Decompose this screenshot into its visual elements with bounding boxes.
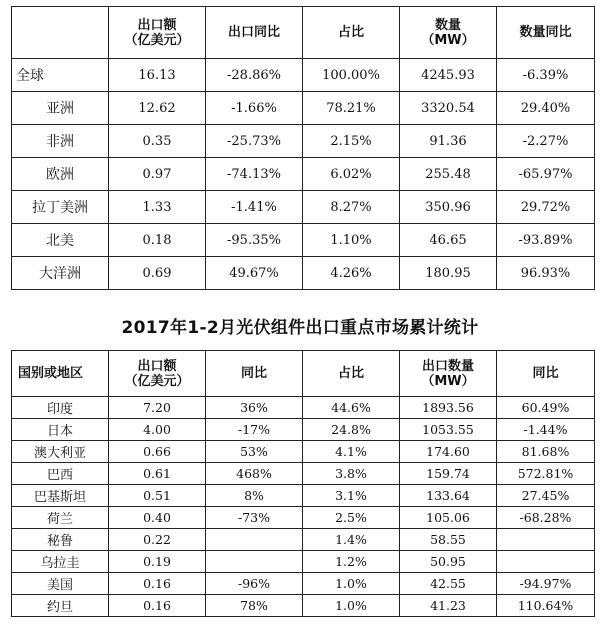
data-cell: 60.49% bbox=[497, 397, 595, 419]
header-quantity: 数量 （MW） bbox=[400, 7, 497, 59]
data-cell: 29.40% bbox=[497, 92, 595, 125]
table-row bbox=[12, 595, 595, 617]
data-cell: 4245.93 bbox=[400, 59, 497, 92]
data-cell: 100.00% bbox=[303, 59, 400, 92]
data-cell: 16.13 bbox=[109, 59, 206, 92]
data-cell: 0.19 bbox=[109, 551, 206, 573]
data-cell: -96% bbox=[206, 573, 303, 595]
data-cell: -68.28% bbox=[497, 507, 595, 529]
row-label-cell: 澳大利亚 bbox=[12, 441, 109, 463]
data-cell: 105.06 bbox=[400, 507, 497, 529]
data-cell: -1.66% bbox=[206, 92, 303, 125]
data-cell: 1893.56 bbox=[400, 397, 497, 419]
data-cell: -17% bbox=[206, 419, 303, 441]
data-cell bbox=[206, 551, 303, 573]
header-quantity-yoy: 数量同比 bbox=[497, 7, 595, 59]
data-cell: 8.27% bbox=[303, 191, 400, 224]
header-region bbox=[12, 7, 109, 59]
data-cell: 4.00 bbox=[109, 419, 206, 441]
data-cell: 0.66 bbox=[109, 441, 206, 463]
table-row bbox=[12, 397, 595, 419]
data-cell: -25.73% bbox=[206, 125, 303, 158]
table-row bbox=[12, 59, 595, 92]
data-cell: 3.8% bbox=[303, 463, 400, 485]
header-country: 国别或地区 bbox=[12, 351, 109, 397]
data-cell: 159.74 bbox=[400, 463, 497, 485]
data-cell: 41.23 bbox=[400, 595, 497, 617]
table-row bbox=[12, 191, 595, 224]
row-label-cell: 亚洲 bbox=[12, 92, 109, 125]
header-quantity-yoy: 同比 bbox=[497, 351, 595, 397]
data-cell: -65.97% bbox=[497, 158, 595, 191]
row-label-cell: 北美 bbox=[12, 224, 109, 257]
table-row bbox=[12, 419, 595, 441]
data-cell: 24.8% bbox=[303, 419, 400, 441]
data-cell: 91.36 bbox=[400, 125, 497, 158]
data-cell: 468% bbox=[206, 463, 303, 485]
row-label-cell: 巴基斯坦 bbox=[12, 485, 109, 507]
data-cell: 1.2% bbox=[303, 551, 400, 573]
header-value-yoy: 同比 bbox=[206, 351, 303, 397]
row-label-cell: 印度 bbox=[12, 397, 109, 419]
data-cell: -1.41% bbox=[206, 191, 303, 224]
data-cell: 0.16 bbox=[109, 595, 206, 617]
row-label-cell: 大洋洲 bbox=[12, 257, 109, 290]
row-label-cell: 全球 bbox=[12, 59, 109, 92]
data-cell: 255.48 bbox=[400, 158, 497, 191]
data-cell: 133.64 bbox=[400, 485, 497, 507]
table-row bbox=[12, 224, 595, 257]
export-by-region-table bbox=[11, 6, 595, 290]
data-cell bbox=[497, 529, 595, 551]
data-cell: 29.72% bbox=[497, 191, 595, 224]
data-cell: 4.1% bbox=[303, 441, 400, 463]
data-cell: -73% bbox=[206, 507, 303, 529]
data-cell: 0.40 bbox=[109, 507, 206, 529]
data-cell: 572.81% bbox=[497, 463, 595, 485]
header-export-yoy: 出口同比 bbox=[206, 7, 303, 59]
data-cell bbox=[497, 551, 595, 573]
data-cell: 1053.55 bbox=[400, 419, 497, 441]
table-row bbox=[12, 529, 595, 551]
data-cell: 6.02% bbox=[303, 158, 400, 191]
data-cell: 3320.54 bbox=[400, 92, 497, 125]
data-cell: 0.16 bbox=[109, 573, 206, 595]
data-cell: 81.68% bbox=[497, 441, 595, 463]
table-row bbox=[12, 257, 595, 290]
data-cell: 0.97 bbox=[109, 158, 206, 191]
data-cell: 0.22 bbox=[109, 529, 206, 551]
table-header-row bbox=[12, 351, 595, 397]
data-cell: 78% bbox=[206, 595, 303, 617]
row-label-cell: 非洲 bbox=[12, 125, 109, 158]
data-cell: 1.0% bbox=[303, 595, 400, 617]
row-label-cell: 日本 bbox=[12, 419, 109, 441]
data-cell: -93.89% bbox=[497, 224, 595, 257]
table-row bbox=[12, 125, 595, 158]
data-cell: 0.35 bbox=[109, 125, 206, 158]
key-market-export-table bbox=[11, 350, 595, 617]
row-label-cell: 乌拉圭 bbox=[12, 551, 109, 573]
data-cell: -6.39% bbox=[497, 59, 595, 92]
data-cell: 12.62 bbox=[109, 92, 206, 125]
table-header-row bbox=[12, 7, 595, 59]
table-title: 2017年1-2月光伏组件出口重点市场累计统计 bbox=[121, 318, 479, 338]
row-label-cell: 荷兰 bbox=[12, 507, 109, 529]
data-cell: 96.93% bbox=[497, 257, 595, 290]
table-row bbox=[12, 507, 595, 529]
row-label-cell: 巴西 bbox=[12, 463, 109, 485]
data-cell: 49.67% bbox=[206, 257, 303, 290]
data-cell: 78.21% bbox=[303, 92, 400, 125]
data-cell: 7.20 bbox=[109, 397, 206, 419]
row-label-cell: 美国 bbox=[12, 573, 109, 595]
data-cell: 42.55 bbox=[400, 573, 497, 595]
data-cell: -94.97% bbox=[497, 573, 595, 595]
data-cell: -95.35% bbox=[206, 224, 303, 257]
data-cell: 0.69 bbox=[109, 257, 206, 290]
data-cell: -28.86% bbox=[206, 59, 303, 92]
data-cell: 2.5% bbox=[303, 507, 400, 529]
table-row bbox=[12, 551, 595, 573]
row-label-cell: 拉丁美洲 bbox=[12, 191, 109, 224]
data-cell: 36% bbox=[206, 397, 303, 419]
data-cell: -2.27% bbox=[497, 125, 595, 158]
data-cell: 1.33 bbox=[109, 191, 206, 224]
data-cell: 44.6% bbox=[303, 397, 400, 419]
row-label-cell: 约旦 bbox=[12, 595, 109, 617]
table-row bbox=[12, 463, 595, 485]
data-cell: 46.65 bbox=[400, 224, 497, 257]
row-label-cell: 秘鲁 bbox=[12, 529, 109, 551]
row-label-cell: 欧洲 bbox=[12, 158, 109, 191]
header-export-value: 出口额 （亿美元） bbox=[109, 7, 206, 59]
table-row bbox=[12, 158, 595, 191]
data-cell: 0.51 bbox=[109, 485, 206, 507]
data-cell: 50.95 bbox=[400, 551, 497, 573]
data-cell: 8% bbox=[206, 485, 303, 507]
data-cell: 4.26% bbox=[303, 257, 400, 290]
header-share: 占比 bbox=[303, 7, 400, 59]
data-cell: 3.1% bbox=[303, 485, 400, 507]
data-cell: 350.96 bbox=[400, 191, 497, 224]
data-cell: 27.45% bbox=[497, 485, 595, 507]
data-cell: 180.95 bbox=[400, 257, 497, 290]
data-cell: 1.10% bbox=[303, 224, 400, 257]
table-row bbox=[12, 92, 595, 125]
data-cell: 2.15% bbox=[303, 125, 400, 158]
data-cell: 58.55 bbox=[400, 529, 497, 551]
header-share: 占比 bbox=[303, 351, 400, 397]
data-cell: 1.4% bbox=[303, 529, 400, 551]
data-cell: 1.0% bbox=[303, 573, 400, 595]
data-cell: -74.13% bbox=[206, 158, 303, 191]
data-cell: 53% bbox=[206, 441, 303, 463]
header-export-value: 出口额 （亿美元） bbox=[109, 351, 206, 397]
data-cell: 0.18 bbox=[109, 224, 206, 257]
table-row bbox=[12, 485, 595, 507]
data-cell: 0.61 bbox=[109, 463, 206, 485]
table-row bbox=[12, 441, 595, 463]
data-cell: -1.44% bbox=[497, 419, 595, 441]
data-cell: 174.60 bbox=[400, 441, 497, 463]
data-cell: 110.64% bbox=[497, 595, 595, 617]
header-export-quantity: 出口数量 （MW） bbox=[400, 351, 497, 397]
data-cell bbox=[206, 529, 303, 551]
table-row bbox=[12, 573, 595, 595]
